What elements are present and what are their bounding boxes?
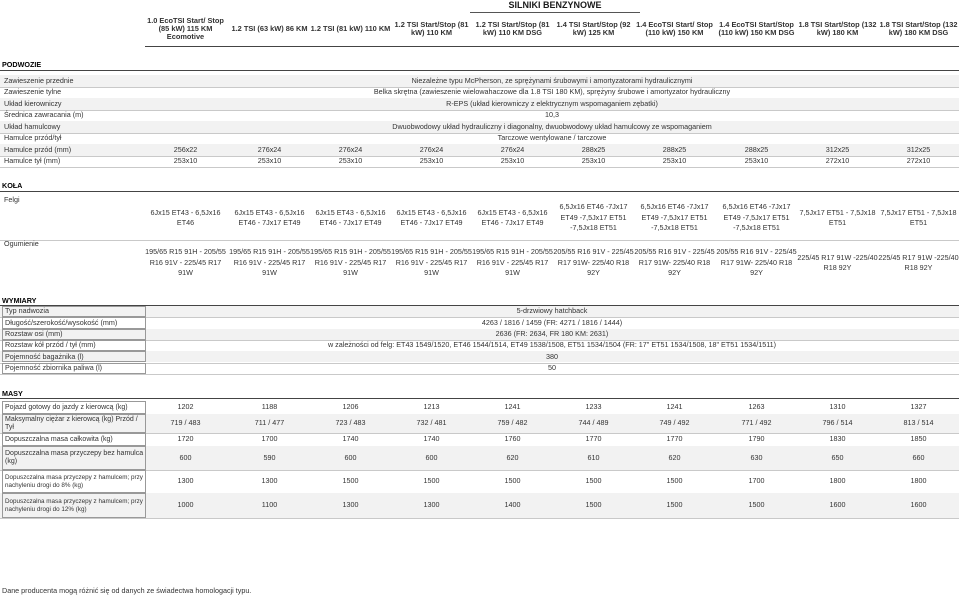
engine-column-header: 1.8 TSI Start/Stop (132 kW) 180 KM DSG (879, 19, 958, 37)
section-title-kola: KOŁA (2, 181, 23, 190)
spec-row (0, 363, 959, 374)
spec-row (0, 401, 959, 414)
value-cell: 1100 (261, 500, 278, 510)
value-cell: 1720 (177, 434, 194, 444)
value-cell: 732 / 481 (416, 418, 447, 428)
value-cell: 253x10 (338, 156, 363, 165)
value-cell: 205/55 R16 91V - 225/45 R17 91W- 225/40 R18 92Y (553, 247, 634, 278)
spec-row (0, 414, 959, 433)
value-cell: 1600 (829, 500, 846, 510)
engine-column-header: 1.8 TSI Start/Stop (132 kW) 180 KM (798, 19, 877, 37)
row-divider (0, 374, 959, 375)
row-value: Dwuobwodowy układ hydrauliczny i diagonalny, dwuobwodowy układ hamulcowy ze wspomaganiem (392, 121, 712, 131)
value-cell: 256x22 (173, 144, 198, 154)
value-cell: 7,5Jx17 ET51 - 7,5Jx18 ET51 (880, 207, 957, 227)
value-cell: 225/45 R17 91W -225/40 R18 92Y (878, 252, 959, 272)
section-title-wymiary: WYMIARY (2, 296, 37, 305)
header-rule (145, 46, 959, 47)
value-cell: 620 (668, 452, 681, 462)
value-cell: 195/65 R15 91H - 205/55 R16 91V - 225/45 R17 91W (310, 247, 391, 278)
value-cell: 276x24 (500, 144, 525, 154)
value-cell: 1327 (910, 402, 927, 412)
value-cell: 195/65 R15 91H - 205/55 R16 91V - 225/45 R17 91W (145, 247, 226, 278)
row-divider (0, 518, 959, 519)
value-cell: 1740 (423, 434, 440, 444)
value-cell: 312x25 (906, 144, 931, 154)
value-cell: 1500 (342, 476, 359, 486)
spec-row (0, 446, 959, 470)
value-cell: 253x10 (419, 156, 444, 165)
row-label: Rozstaw osi (mm) (2, 329, 146, 340)
value-cell: 1500 (748, 500, 765, 510)
row-label: Średnica zawracania (m) (4, 110, 84, 119)
spec-row (0, 121, 959, 133)
value-cell: 1400 (504, 500, 521, 510)
value-cell: 1202 (177, 402, 194, 412)
value-cell: 288x25 (662, 144, 687, 154)
row-label: Dopuszczalna masa przyczepy z hamulcem; przy nachyleniu drogi do 12% (kg) (2, 493, 146, 518)
spec-row (0, 493, 959, 518)
value-cell: 1700 (261, 434, 278, 444)
value-cell: 1500 (666, 476, 683, 486)
row-label: Zawieszenie przednie (4, 75, 74, 85)
row-label: Długość/szerokość/wysokość (mm) (2, 317, 146, 328)
row-value: 2636 (FR: 2634, FR 180 KM: 2631) (495, 328, 609, 338)
spec-row (0, 317, 959, 328)
value-cell: 610 (587, 452, 600, 462)
value-cell: 719 / 483 (170, 418, 201, 428)
spec-row (0, 98, 959, 110)
value-cell: 1241 (666, 402, 683, 412)
section-title-masy: MASY (2, 389, 23, 398)
value-cell: 1500 (504, 476, 521, 486)
value-cell: 225/45 R17 91W -225/40 R18 92Y (797, 252, 878, 272)
section-rule-podwozie (0, 70, 959, 71)
value-cell: 1300 (342, 500, 359, 510)
value-cell: 1760 (504, 434, 521, 444)
row-value: R-EPS (układ kierowniczy z elektrycznym wspomaganiem zębatki) (446, 98, 658, 108)
footer-note: Dane producenta mogą różnić się od danych ze świadectwa homologacji typu. (2, 586, 252, 595)
value-cell: 1800 (910, 476, 927, 486)
value-cell: 6Jx15 ET43 - 6,5Jx16 ET46 - 7Jx17 ET49 (234, 207, 305, 227)
value-cell: 272x10 (906, 156, 931, 165)
row-label: Ogumienie (4, 239, 39, 248)
value-cell: 253x10 (581, 156, 606, 165)
row-value: Belka skrętna (zawieszenie wielowahaczowe dla 1.8 TSI 180 KM), sprężyny śrubowe i amortyzator hydrauliczny (373, 87, 731, 96)
value-cell: 288x25 (581, 144, 606, 154)
engine-group-title: SILNIKI BENZYNOWE (470, 0, 640, 13)
spec-row (0, 351, 959, 362)
row-label: Dopuszczalna masa całkowita (kg) (2, 433, 146, 446)
value-cell: 276x24 (419, 144, 444, 154)
value-cell: 759 / 482 (497, 418, 528, 428)
value-cell: 744 / 489 (578, 418, 609, 428)
row-label: Zawieszenie tylne (4, 87, 62, 96)
value-cell: 796 / 514 (822, 418, 853, 428)
value-cell: 6,5Jx16 ET46 -7Jx17 ET49 -7,5Jx17 ET51 -7,5Jx18 ET51 (640, 202, 709, 233)
row-value: Niezależne typu McPherson, ze sprężynami śrubowymi i amortyzatorami hydraulicznymi (411, 75, 693, 85)
row-label: Hamulce przód (mm) (4, 144, 72, 154)
value-cell: 195/65 R15 91H - 205/55 R16 91V - 225/45 R17 91W (229, 247, 310, 278)
value-cell: 6Jx15 ET43 - 6,5Jx16 ET46 - 7Jx17 ET49 (396, 207, 467, 227)
row-value: 5-drzwiowy hatchback (516, 306, 588, 316)
value-cell: 1770 (585, 434, 602, 444)
row-label: Dopuszczalna masa przyczepy z hamulcem; przy nachyleniu drogi do 8% (kg) (2, 470, 146, 493)
spec-row (0, 306, 959, 317)
value-cell: 6Jx15 ET43 - 6,5Jx16 ET46 - 7Jx17 ET49 (477, 207, 548, 227)
value-cell: 276x24 (338, 144, 363, 154)
value-cell: 1263 (748, 402, 765, 412)
value-cell: 1800 (829, 476, 846, 486)
value-cell: 723 / 483 (335, 418, 366, 428)
value-cell: 1830 (829, 434, 846, 444)
value-cell: 205/55 R16 91V - 225/45 R17 91W- 225/40 R18 92Y (634, 247, 715, 278)
spec-row (0, 340, 959, 351)
row-label: Hamulce tył (mm) (4, 156, 61, 165)
value-cell: 1850 (910, 434, 927, 444)
value-cell: 1500 (423, 476, 440, 486)
value-cell: 630 (750, 452, 763, 462)
row-label: Układ hamulcowy (4, 121, 61, 131)
value-cell: 711 / 477 (254, 418, 285, 428)
row-label: Układ kierowniczy (4, 98, 62, 108)
value-cell: 272x10 (825, 156, 850, 165)
row-label: Rozstaw kół przód / tył (mm) (2, 340, 146, 351)
spec-row (0, 240, 959, 286)
value-cell: 7,5Jx17 ET51 - 7,5Jx18 ET51 (799, 207, 876, 227)
row-value: 4263 / 1816 / 1459 (FR: 4271 / 1816 / 1444) (481, 317, 623, 327)
engine-column-header: 1.2 TSI Start/Stop (81 kW) 110 KM DSG (475, 19, 550, 37)
row-value: 50 (548, 362, 556, 372)
value-cell: 1188 (261, 402, 278, 412)
value-cell: 1600 (910, 500, 927, 510)
value-cell: 1500 (585, 476, 602, 486)
row-label: Pojazd gotowy do jazdy z kierowcą (kg) (2, 401, 146, 414)
value-cell: 1500 (666, 500, 683, 510)
value-cell: 771 / 492 (741, 418, 772, 428)
value-cell: 6Jx15 ET43 - 6,5Jx16 ET46 - 7Jx17 ET49 (315, 207, 386, 227)
engine-column-header: 1.2 TSI Start/Stop (81 kW) 110 KM (394, 19, 469, 37)
value-cell: 650 (831, 452, 844, 462)
row-value: 10,3 (545, 110, 559, 119)
value-cell: 253x10 (500, 156, 525, 165)
spec-row (0, 144, 959, 156)
value-cell: 276x24 (257, 144, 282, 154)
row-label: Pojemność bagażnika (l) (2, 351, 146, 362)
row-label: Felgi (4, 195, 20, 204)
value-cell: 253x10 (173, 156, 198, 165)
value-cell: 590 (263, 452, 276, 462)
value-cell: 312x25 (825, 144, 850, 154)
value-cell: 6,5Jx16 ET46 -7Jx17 ET49 -7,5Jx17 ET51 -7,5Jx18 ET51 (722, 202, 791, 233)
engine-column-header: 1.4 EcoTSI Start/ Stop (110 kW) 150 KM (636, 19, 713, 37)
spec-row (0, 470, 959, 493)
value-cell: 253x10 (744, 156, 769, 165)
value-cell: 1206 (342, 402, 359, 412)
value-cell: 205/55 R16 91V - 225/45 R17 91W- 225/40 R18 92Y (716, 247, 797, 278)
engine-column-header: 1.4 EcoTSI Start/Stop (110 kW) 150 KM DSG (718, 19, 795, 37)
value-cell: 620 (506, 452, 519, 462)
value-cell: 1300 (177, 476, 194, 486)
value-cell: 6,5Jx16 ET46 -7Jx17 ET49 -7,5Jx17 ET51 -7,5Jx18 ET51 (559, 202, 628, 233)
row-label: Maksymalny ciężar z kierowcą (kg) Przód / Tył (2, 414, 146, 433)
value-cell: 1000 (177, 500, 194, 510)
section-rule-kola (0, 191, 959, 192)
value-cell: 600 (425, 452, 438, 462)
engine-column-header: 1.4 TSI Start/Stop (92 kW) 125 KM (556, 19, 631, 37)
value-cell: 749 / 492 (659, 418, 690, 428)
row-divider (0, 167, 959, 168)
value-cell: 253x10 (257, 156, 282, 165)
value-cell: 660 (912, 452, 925, 462)
spec-row (0, 75, 959, 87)
row-label: Dopuszczalna masa przyczepy bez hamulca (kg) (2, 446, 146, 470)
spec-row (0, 133, 959, 145)
row-value: 380 (546, 351, 558, 361)
value-cell: 1740 (342, 434, 359, 444)
value-cell: 1233 (585, 402, 602, 412)
value-cell: 6Jx15 ET43 - 6,5Jx16 ET46 (150, 207, 221, 227)
spec-row (0, 110, 959, 122)
row-value: Tarczowe wentylowane / tarczowe (497, 133, 607, 142)
spec-row (0, 433, 959, 446)
value-cell: 1700 (748, 476, 765, 486)
value-cell: 1770 (666, 434, 683, 444)
value-cell: 195/65 R15 91H - 205/55 R16 91V - 225/45 R17 91W (391, 247, 472, 278)
section-title-podwozie: PODWOZIE (2, 60, 42, 69)
row-label: Hamulce przód/tył (4, 133, 62, 142)
value-cell: 1310 (829, 402, 846, 412)
value-cell: 1500 (585, 500, 602, 510)
value-cell: 1300 (261, 476, 278, 486)
row-label: Pojemność zbiornika paliwa (l) (2, 363, 146, 374)
value-cell: 600 (344, 452, 357, 462)
value-cell: 600 (179, 452, 192, 462)
section-rule-masy (0, 398, 959, 399)
engine-column-header: 1.2 TSI (81 kW) 110 KM (310, 23, 391, 33)
engine-column-header: 1.2 TSI (63 kW) 86 KM (231, 23, 308, 33)
spec-row (0, 329, 959, 340)
spec-row (0, 87, 959, 99)
value-cell: 195/65 R15 91H - 205/55 R16 91V - 225/45 R17 91W (472, 247, 553, 278)
value-cell: 253x10 (662, 156, 687, 165)
row-value: w zależności od felg: ET43 1549/1520, ET46 1544/1514, ET49 1538/1508, ET51 1534/1504 (FR: 17" ET51 1534/1508, 18" ET51 1534/1511) (327, 340, 777, 350)
value-cell: 1241 (504, 402, 521, 412)
spec-row (0, 196, 959, 240)
value-cell: 813 / 514 (903, 418, 934, 428)
value-cell: 1790 (748, 434, 765, 444)
engine-column-header: 1.0 EcoTSI Start/ Stop (85 kW) 115 KM Ecomotive (147, 15, 224, 42)
value-cell: 288x25 (744, 144, 769, 154)
value-cell: 1300 (423, 500, 440, 510)
spec-row (0, 156, 959, 168)
row-label: Typ nadwozia (2, 306, 146, 317)
value-cell: 1213 (423, 402, 440, 412)
